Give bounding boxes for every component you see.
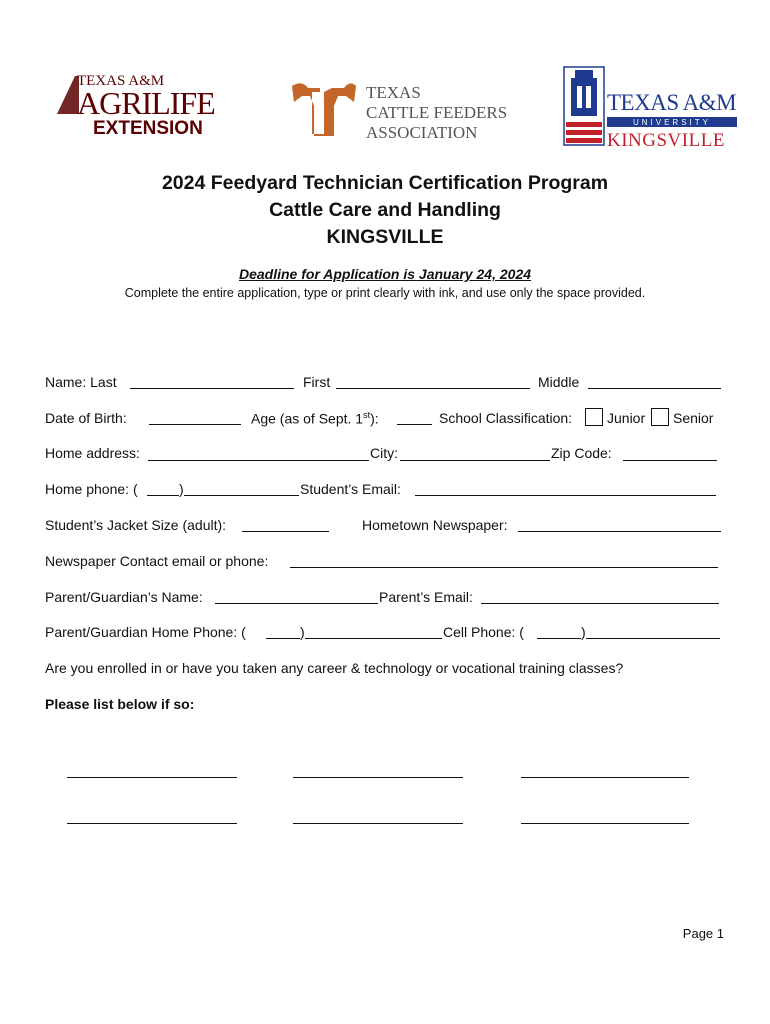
guardian-phone-label: Parent/Guardian Home Phone: ( [45,624,246,640]
tcfa-logo [290,78,520,140]
zip-field[interactable] [623,460,717,461]
home-phone-area-field[interactable] [147,495,179,496]
instructions: Complete the entire application, type or print clearly with ink, and use only the space provided. [124,286,646,300]
jacket-size-field[interactable] [242,531,329,532]
tcfa-line1: TEXAS [366,83,421,102]
list-prompt: Please list below if so: [45,696,195,712]
guardian-phone-field[interactable] [305,638,442,639]
name-first-label: First [303,374,331,390]
agrilife-line1: TEXAS A&M [77,73,165,89]
newspaper-contact-field[interactable] [290,567,718,568]
vocational-question: Are you enrolled in or have you taken any career & technology or vocational training classes? [45,660,624,676]
class-entry-6[interactable] [521,823,689,824]
cell-phone-field[interactable] [586,638,720,639]
guardian-phone-area-field[interactable] [266,638,300,639]
hometown-newspaper-label: Hometown Newspaper: [362,517,508,533]
cell-phone-area-field[interactable] [537,638,581,639]
city-field[interactable] [400,460,550,461]
tamuk-line3: KINGSVILLE [607,130,725,148]
newspaper-contact-label: Newspaper Contact email or phone: [45,553,269,569]
home-address-label: Home address: [45,445,140,461]
class-entry-3[interactable] [521,777,689,778]
junior-checkbox[interactable] [585,408,603,426]
age-field[interactable] [397,424,432,425]
name-last-field[interactable] [130,388,294,389]
cell-phone-paren: ) [581,624,586,640]
guardian-name-label: Parent/Guardian’s Name: [45,589,203,605]
guardian-phone-paren: ) [300,624,305,640]
tcfa-line3: ASSOCIATION [366,123,478,140]
page-title-line2: Cattle Care and Handling [269,199,501,221]
page-number: Page 1 [682,926,724,941]
parent-email-field[interactable] [481,603,719,604]
guardian-name-field[interactable] [215,603,378,604]
cell-phone-label: Cell Phone: ( [443,624,524,640]
senior-label: Senior [673,410,714,426]
hometown-newspaper-field[interactable] [518,531,721,532]
junior-label: Junior [607,410,646,426]
class-entry-5[interactable] [293,823,463,824]
home-phone-paren: ) [179,481,184,497]
student-email-label: Student’s Email: [300,481,401,497]
name-middle-field[interactable] [588,388,721,389]
page-title-line1: 2024 Feedyard Technician Certification Program [161,172,609,194]
zip-label: Zip Code: [551,445,612,461]
page-title-line3: KINGSVILLE [326,226,444,248]
tamuk-logo [563,66,739,148]
agrilife-extension-logo [55,70,230,140]
tamuk-line2: UNIVERSITY [632,118,712,127]
home-phone-field[interactable] [184,495,299,496]
parent-email-label: Parent’s Email: [379,589,473,605]
tamuk-line1: TEXAS A&M [607,90,737,115]
city-label: City: [370,445,398,461]
home-phone-label: Home phone: ( [45,481,138,497]
home-address-field[interactable] [148,460,369,461]
deadline-notice: Deadline for Application is January 24, 2024 [238,266,532,282]
agrilife-line3: EXTENSION [93,118,203,139]
name-last-label: Name: Last [45,374,117,390]
tcfa-line2: CATTLE FEEDERS [366,103,508,122]
senior-checkbox[interactable] [651,408,669,426]
class-entry-2[interactable] [293,777,463,778]
student-email-field[interactable] [415,495,716,496]
dob-label: Date of Birth: [45,410,127,426]
agrilife-line2: AGRILIFE [77,85,215,121]
name-middle-label: Middle [538,374,580,390]
class-entry-4[interactable] [67,823,237,824]
age-label: Age (as of Sept. 1st): [251,410,379,427]
jacket-size-label: Student’s Jacket Size (adult): [45,517,227,533]
class-entry-1[interactable] [67,777,237,778]
school-classification-label: School Classification: [439,410,573,426]
dob-field[interactable] [149,424,241,425]
name-first-field[interactable] [336,388,530,389]
